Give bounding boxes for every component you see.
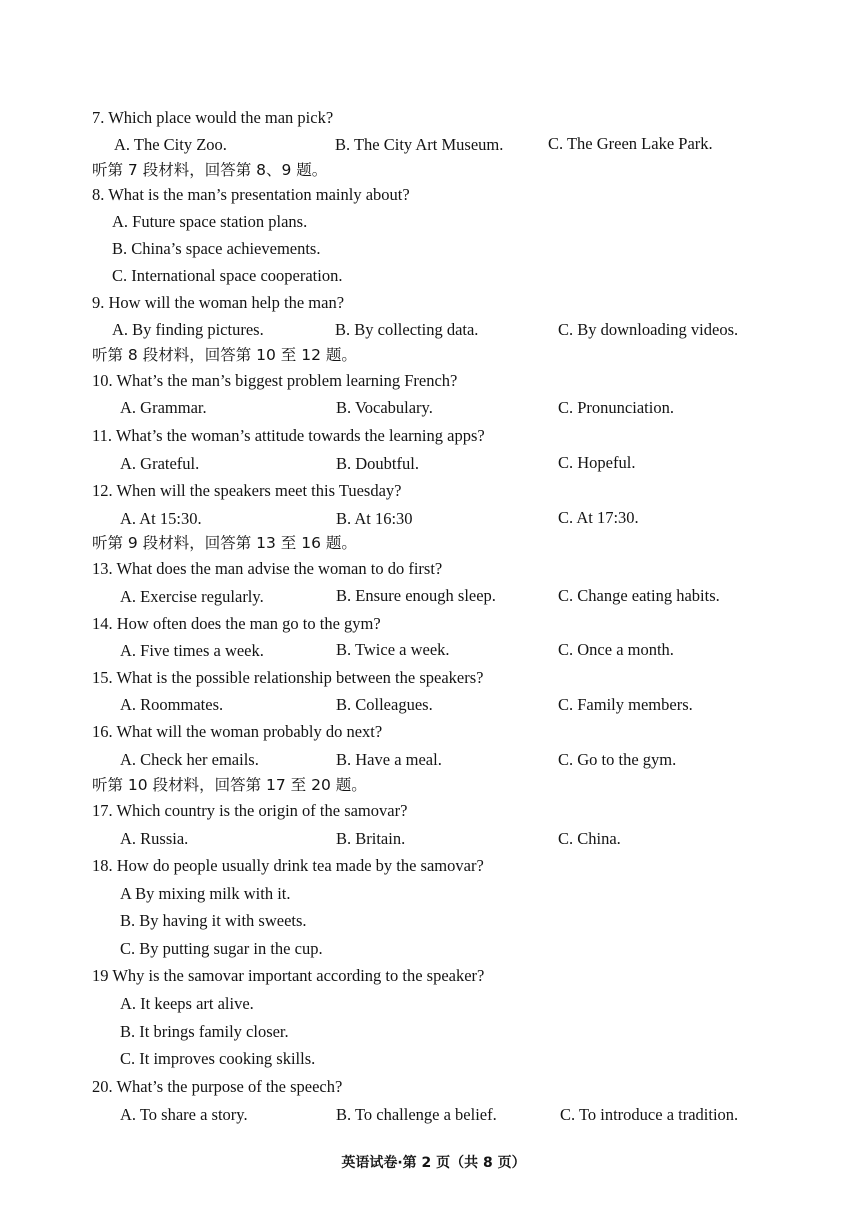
option-15b: B. Colleagues.	[336, 695, 433, 714]
option-7a: A. The City Zoo.	[114, 135, 227, 154]
option-11a: A. Grateful.	[120, 454, 200, 473]
option-19b: B. It brings family closer.	[120, 1022, 289, 1041]
question-8: 8. What is the man’s presentation mainly about?	[92, 185, 410, 204]
option-12a: A. At 15:30.	[120, 509, 202, 528]
option-13a: A. Exercise regularly.	[120, 587, 264, 606]
option-20a: A. To share a story.	[120, 1105, 248, 1124]
option-9c: C. By downloading videos.	[558, 320, 739, 339]
option-15c: C. Family members.	[558, 695, 693, 714]
question-9: 9. How will the woman help the man?	[92, 293, 345, 312]
section-heading-10: 听第 10 段材料，回答第 17 至 20 题。	[92, 776, 367, 794]
question-11: 11. What’s the woman’s attitude towards the learning apps?	[92, 426, 485, 445]
option-10c: C. Pronunciation.	[558, 398, 674, 417]
question-13: 13. What does the man advise the woman to do first?	[92, 559, 443, 578]
option-19c: C. It improves cooking skills.	[120, 1049, 316, 1068]
page-footer: 英语试卷·第 2 页（共 8 页）	[341, 1155, 526, 1171]
option-7b: B. The City Art Museum.	[335, 135, 504, 154]
option-10b: B. Vocabulary.	[336, 398, 433, 417]
option-16c: C. Go to the gym.	[558, 750, 677, 769]
section-heading-7: 听第 7 段材料，回答第 8、9 题。	[92, 161, 328, 179]
option-13c: C. Change eating habits.	[558, 586, 720, 605]
option-14a: A. Five times a week.	[120, 641, 264, 660]
question-15: 15. What is the possible relationship between the speakers?	[92, 668, 484, 687]
option-17a: A. Russia.	[120, 829, 189, 848]
option-18b: B. By having it with sweets.	[120, 911, 307, 930]
question-17: 17. Which country is the origin of the samovar?	[92, 801, 408, 820]
option-18c: C. By putting sugar in the cup.	[120, 939, 323, 958]
question-19: 19 Why is the samovar important according to the speaker?	[92, 966, 485, 985]
option-10a: A. Grammar.	[120, 398, 207, 417]
question-16: 16. What will the woman probably do next?	[92, 722, 383, 741]
option-17c: C. China.	[558, 829, 621, 848]
section-heading-8: 听第 8 段材料，回答第 10 至 12 题。	[92, 346, 357, 364]
option-14c: C. Once a month.	[558, 640, 674, 659]
question-7: 7. Which place would the man pick?	[92, 108, 334, 127]
option-20c: C. To introduce a tradition.	[560, 1105, 739, 1124]
option-8c: C. International space cooperation.	[112, 266, 343, 285]
option-16b: B. Have a meal.	[336, 750, 442, 769]
question-10: 10. What’s the man’s biggest problem learning French?	[92, 371, 458, 390]
option-11b: B. Doubtful.	[336, 454, 419, 473]
question-20: 20. What’s the purpose of the speech?	[92, 1077, 343, 1096]
option-9a: A. By finding pictures.	[112, 320, 264, 339]
question-12: 12. When will the speakers meet this Tuesday?	[92, 481, 402, 500]
option-15a: A. Roommates.	[120, 695, 224, 714]
option-9b: B. By collecting data.	[335, 320, 479, 339]
option-14b: B. Twice a week.	[336, 640, 450, 659]
option-12c: C. At 17:30.	[558, 508, 639, 527]
option-16a: A. Check her emails.	[120, 750, 259, 769]
option-7c: C. The Green Lake Park.	[548, 134, 713, 153]
option-19a: A. It keeps art alive.	[120, 994, 254, 1013]
option-13b: B. Ensure enough sleep.	[336, 586, 496, 605]
option-12b: B. At 16:30	[336, 509, 413, 528]
option-18a: A By mixing milk with it.	[120, 884, 291, 903]
option-8b: B. China’s space achievements.	[112, 239, 321, 258]
option-20b: B. To challenge a belief.	[336, 1105, 497, 1124]
option-17b: B. Britain.	[336, 829, 406, 848]
option-8a: A. Future space station plans.	[112, 212, 308, 231]
question-14: 14. How often does the man go to the gym?	[92, 614, 381, 633]
section-heading-9: 听第 9 段材料，回答第 13 至 16 题。	[92, 534, 357, 552]
option-11c: C. Hopeful.	[558, 453, 636, 472]
question-18: 18. How do people usually drink tea made by the samovar?	[92, 856, 484, 875]
